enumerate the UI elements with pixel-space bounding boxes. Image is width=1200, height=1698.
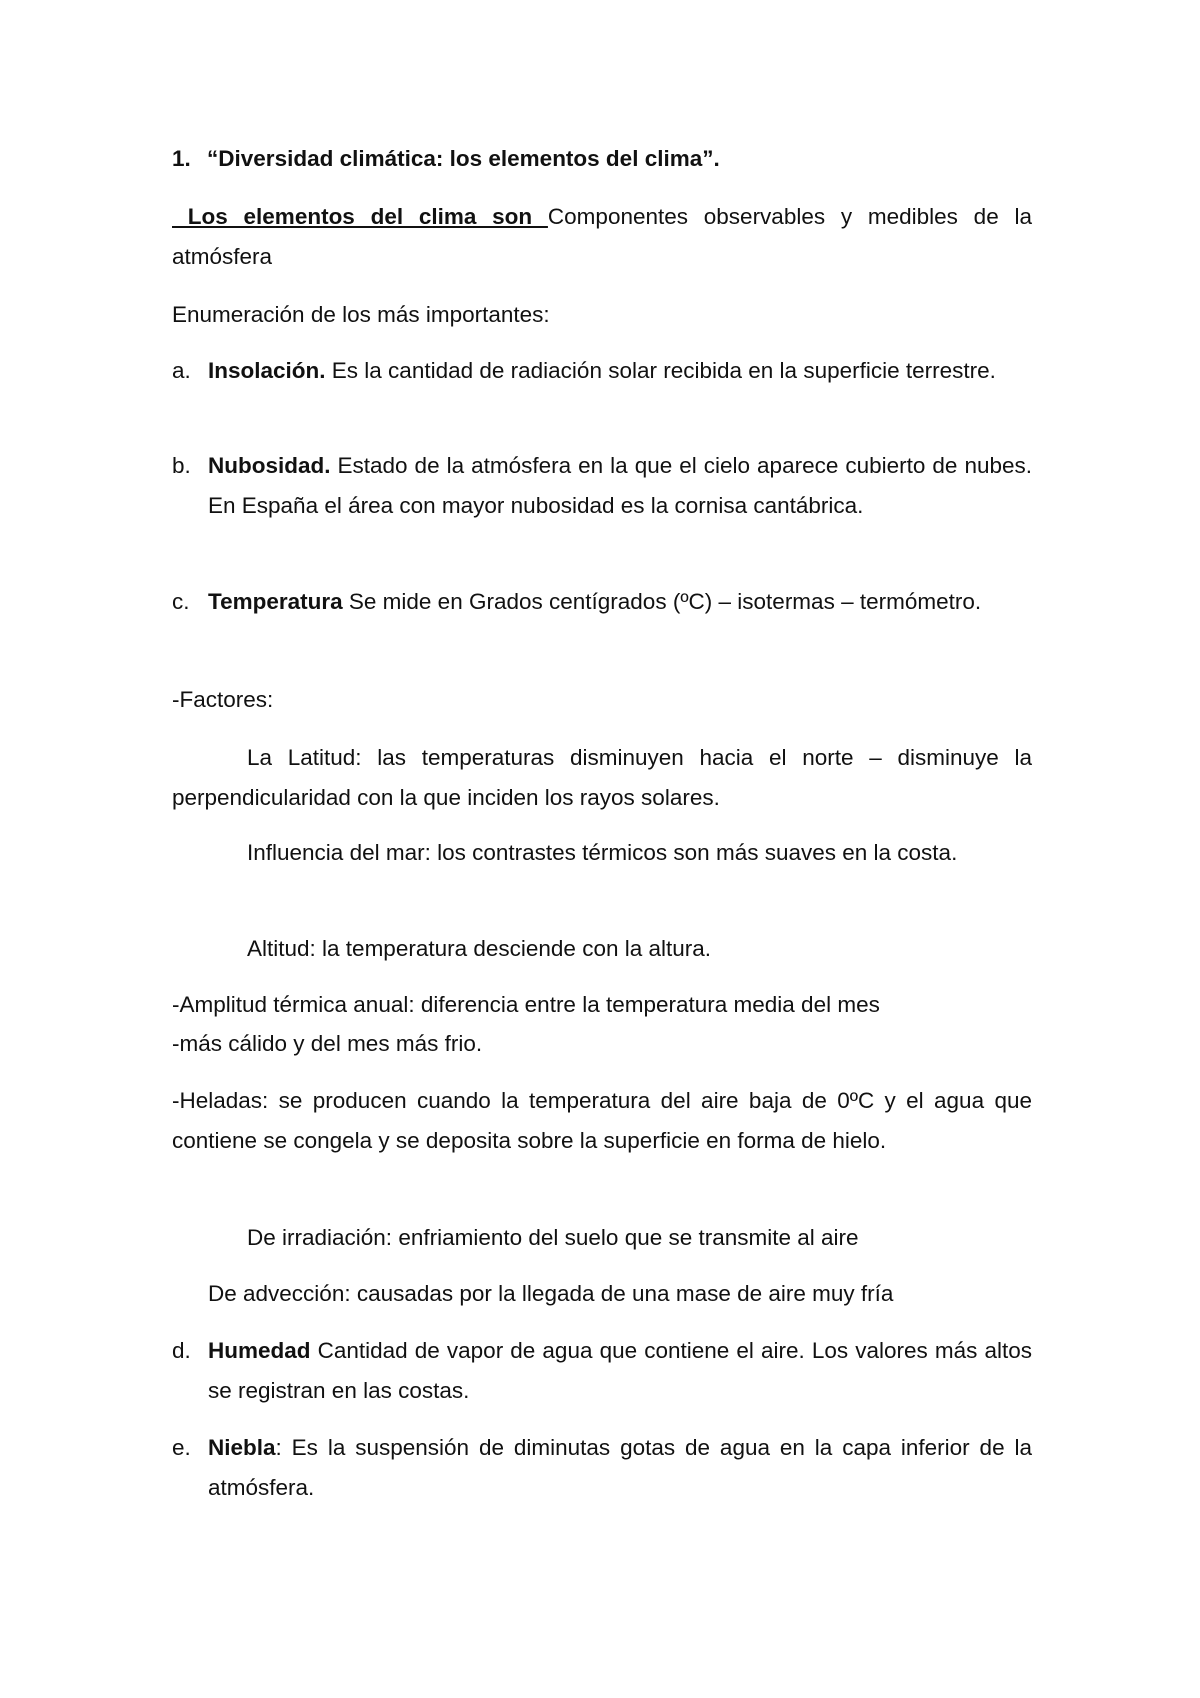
item-term: Insolación. xyxy=(208,358,326,383)
definition-text: Componentes observables y medibles de la atmósfera xyxy=(172,204,1032,269)
definition-paragraph xyxy=(172,197,1032,277)
helada-irradiacion: De irradiación: enfriamiento del suelo que se transmite al aire xyxy=(247,1225,859,1250)
item-text: Estado de la atmósfera en la que el cielo aparece cubierto de nubes. En España el área con mayor nubosidad es la cornisa cantábrica. xyxy=(208,453,1032,518)
item-text: Cantidad de vapor de agua que contiene el aire. Los valores más altos se registran en las costas. xyxy=(208,1338,1032,1403)
item-text: : Es la suspensión de diminutas gotas de agua en la capa inferior de la atmósfera. xyxy=(208,1435,1032,1500)
item-term: Humedad xyxy=(208,1338,311,1363)
section-heading xyxy=(172,139,720,179)
section-number: 1. xyxy=(172,146,191,171)
item-term: Niebla xyxy=(208,1435,276,1460)
amplitud-line-1: -Amplitud térmica anual: diferencia entre la temperatura media del mes xyxy=(172,992,880,1017)
factor-mar: Influencia del mar: los contrastes térmicos son más suaves en la costa. xyxy=(247,840,958,865)
item-marker-c: c. xyxy=(172,589,190,614)
item-marker-b: b. xyxy=(172,453,191,478)
amplitud-line-2: -más cálido y del mes más frio. xyxy=(172,1031,483,1056)
factor-altitud: Altitud: la temperatura desciende con la altura. xyxy=(247,936,712,961)
item-text: Se mide en Grados centígrados (ºC) – isotermas – termómetro. xyxy=(342,589,982,614)
list-item-humedad xyxy=(208,1331,1032,1411)
item-text: Es la cantidad de radiación solar recibida en la superficie terrestre. xyxy=(325,358,996,383)
section-title: “Diversidad climática: los elementos del clima”. xyxy=(207,146,720,171)
factor-latitud: La Latitud: las temperaturas disminuyen hacia el norte – disminuye la perpendicularidad con la que inciden los rayos solares. xyxy=(172,745,1032,810)
item-term: Temperatura xyxy=(208,589,343,614)
enumeration-intro: Enumeración de los más importantes: xyxy=(172,302,550,327)
factores-label: -Factores: xyxy=(172,687,274,712)
heladas-paragraph: -Heladas: se producen cuando la temperatura del aire baja de 0ºC y el agua que contiene se congela y se deposita sobre la superficie en forma de hielo. xyxy=(172,1088,1032,1153)
item-marker-d: d. xyxy=(172,1338,191,1363)
list-item-nubosidad xyxy=(208,446,1032,526)
definition-term: Los elementos del clima son xyxy=(172,204,548,229)
list-item-niebla xyxy=(208,1428,1032,1508)
item-marker-a: a. xyxy=(172,358,191,383)
item-term: Nubosidad. xyxy=(208,453,331,478)
list-item-insolacion xyxy=(208,351,1032,391)
list-item-temperatura xyxy=(208,582,1032,622)
helada-adveccion: De advección: causadas por la llegada de una mase de aire muy fría xyxy=(208,1281,894,1306)
item-marker-e: e. xyxy=(172,1435,191,1460)
